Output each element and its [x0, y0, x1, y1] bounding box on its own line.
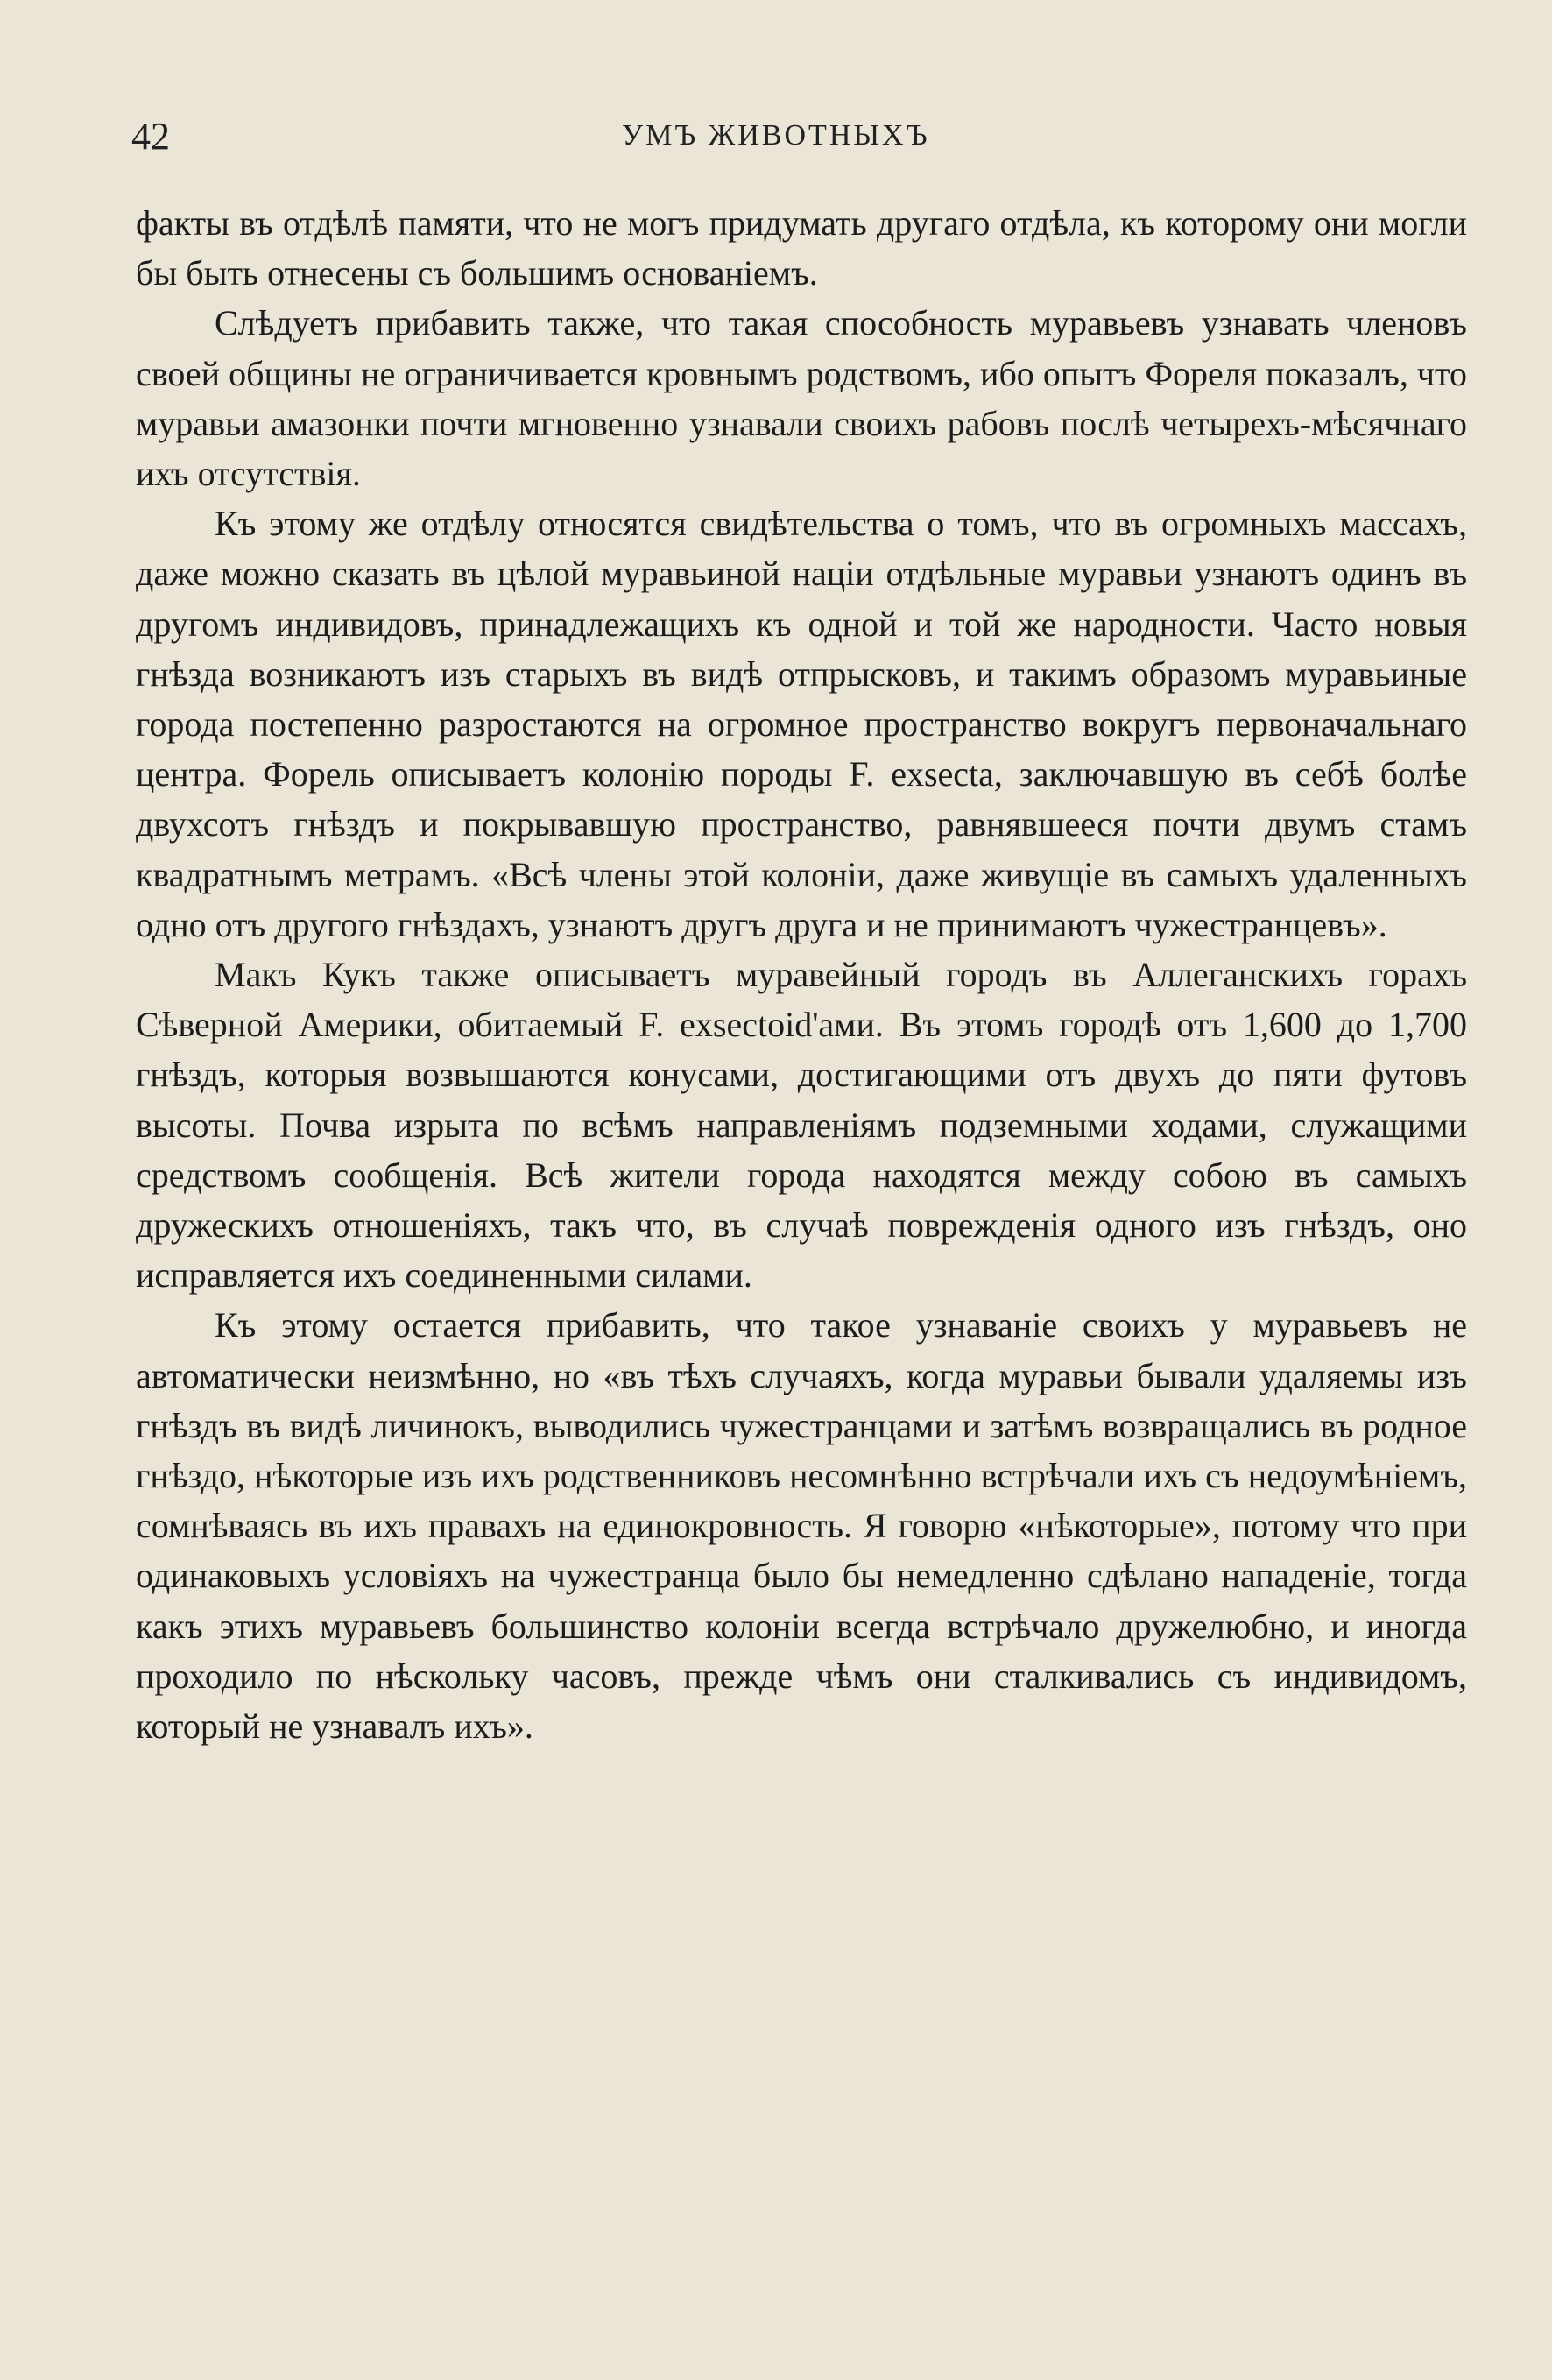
paragraph-4: Макъ Кукъ также описываетъ муравейный городъ въ Аллеганскихъ горахъ Сѣверной Америки, обитаемый F. exsectoid'ами. Въ этомъ городѣ отъ 1,600 до 1,700 гнѣздъ, которыя возвышаются конусами, достигающими отъ двухъ до пяти футовъ высоты. Почва изрыта по всѣмъ направленіямъ подземными ходами, служащими средствомъ сообщенія. Всѣ жители города находятся между собою въ самыхъ дружескихъ отношеніяхъ, такъ что, въ случаѣ поврежденія одного изъ гнѣздъ, оно исправляется ихъ соединенными силами.: [136, 955, 1467, 1296]
paragraph-3: Къ этому же отдѣлу относятся свидѣтельства о томъ, что въ огромныхъ массахъ, даже можно сказать въ цѣлой муравьиной націи отдѣльные муравьи узнаютъ одинъ въ другомъ индивидовъ, принадлежащихъ къ одной и той же народности. Часто новыя гнѣзда возникаютъ изъ старыхъ въ видѣ отпрысковъ, и такимъ образомъ муравьиные города постепенно разростаются на огромное пространство вокругъ первоначальнаго центра. Форель описываетъ колонію породы F. exsecta, заключавшую въ себѣ болѣе двухсотъ гнѣздъ и покрывавшую пространство, равнявшееся почти двумъ стамъ квадратнымъ метрамъ. «Всѣ члены этой колоніи, даже живущіе въ самыхъ удаленныхъ одно отъ другого гнѣздахъ, узнаютъ другъ друга и не принимаютъ чужестранцевъ».: [136, 504, 1467, 944]
page-number: 42: [131, 115, 170, 158]
running-head: УМЪ ЖИВОТНЫХЪ: [622, 119, 930, 152]
page-header: [131, 114, 1463, 166]
paragraph-1: факты въ отдѣлѣ памяти, что не могъ придумать другаго отдѣла, къ которому они могли бы быть отнесены съ большимъ основаніемъ.: [136, 203, 1467, 293]
paragraph-2: Слѣдуетъ прибавить также, что такая способность муравьевъ узнавать членовъ своей общины не ограничивается кровнымъ родствомъ, ибо опытъ Фореля показалъ, что муравьи амазонки почти мгновенно узнавали своихъ рабовъ послѣ четырехъ-мѣсячнаго ихъ отсутствія.: [136, 303, 1467, 494]
paragraph-5: Къ этому остается прибавить, что такое узнаваніе своихъ у муравьевъ не автоматически неизмѣнно, но «въ тѣхъ случаяхъ, когда муравьи бывали удаляемы изъ гнѣздъ въ видѣ личинокъ, выводились чужестранцами и затѣмъ возвращались въ родное гнѣздо, нѣкоторые изъ ихъ родственниковъ несомнѣнно встрѣчали ихъ съ недоумѣніемъ, сомнѣваясь въ ихъ правахъ на единокровность. Я говорю «нѣкоторые», потому что при одинаковыхъ условіяхъ на чужестранца было бы немедленно сдѣлано нападеніе, тогда какъ этихъ муравьевъ большинство колоніи всегда встрѣчало дружелюбно, и иногда проходило по нѣскольку часовъ, прежде чѣмъ они сталкивались съ индивидомъ, который не узнавалъ ихъ».: [136, 1305, 1467, 1747]
body-text: [136, 198, 1467, 1751]
